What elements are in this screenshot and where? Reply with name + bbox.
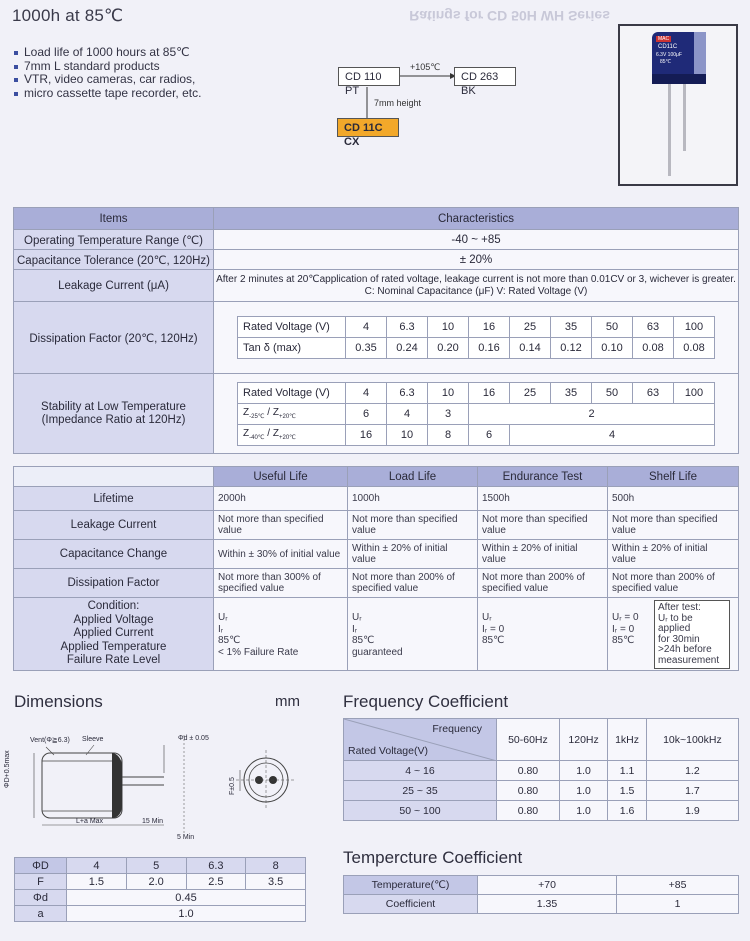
z25-label: $Z_{-25℃} / Z_{+20℃}$ [238,403,346,424]
tan-cell: 0.16 [469,338,510,359]
temperature-table [343,875,739,914]
rv-label: Rated Voltage (V) [238,382,346,403]
z40-cell: 6 [469,424,510,445]
voltage-cell: 25 [510,382,551,403]
stability-label-line1: Stability at Low Temperature [41,400,186,413]
flow-height-label: 7mm height [374,98,422,108]
shelf-note-box: After test: Uᵣ to be applied for 30min >24h before measurement [654,600,730,669]
label-leakage-current: Leakage Current [14,511,214,540]
header-shelf-life: Shelf Life [608,467,739,487]
tan-cell: 0.08 [674,338,715,359]
voltage-cell: 100 [674,382,715,403]
frequency-title: Frequency Coefficient [343,692,509,711]
header-endurance: Endurance Test [478,467,608,487]
z25-cell: 6 [346,403,387,424]
stability-label-line2: (Impedance Ratio at 120Hz) [41,413,186,426]
lifetime-cell: 2000h [214,487,348,511]
label-condition [14,598,214,671]
dissipation-inner-table [237,316,715,359]
dim-cell: 4 [67,858,127,874]
freq-cell: 1.9 [646,801,738,821]
temp-cell: +85 [617,876,739,895]
voltage-cell: 63 [633,382,674,403]
tan-cell: 0.24 [387,338,428,359]
label-dissipation: Dissipation Factor (20℃, 120Hz) [14,302,214,374]
freq-cell: 1.2 [646,761,738,781]
label-cap-tol: Capacitance Tolerance (20℃, 120Hz) [14,250,214,270]
stability-cell [214,374,739,454]
temp-row-label: Temperature(℃) [344,876,478,895]
dim-cell: 3.5 [246,874,306,890]
voltage-cell: 50 [592,382,633,403]
dissipation-cell: Not more than 200% of specified value [348,569,478,598]
dissipation-cell: Not more than 200% of specified value [608,569,739,598]
flow-source-box: CD 110 PT [338,67,400,86]
leakage-line1: After 2 minutes at 20℃application of rated voltage, leakage current is not more than 0.01CV or 3, wichever is greater. [216,273,736,285]
freq-col-header: 1kHz [608,719,647,761]
dim-cell: 2.5 [186,874,246,890]
z40-rest: 4 [510,424,715,445]
capchange-cell: Within ± 20% of initial value [608,540,739,569]
label-pitch: F±0.5 [229,777,236,795]
label-5min: 5 Min [177,834,195,841]
freq-cell: 1.0 [559,781,607,801]
dissipation-cell [214,302,739,374]
page-title: 1000h at 85℃ [12,6,124,25]
z25-cell: 3 [428,403,469,424]
voltage-cell: 4 [346,382,387,403]
tan-cell: 0.20 [428,338,469,359]
label-sleeve: Sleeve [82,736,104,743]
freq-col-header: 120Hz [559,719,607,761]
dim-cell: 6.3 [186,858,246,874]
characteristics-table [13,207,739,454]
dim-label-phid: Φd [15,890,67,906]
lifetime-cell: 1000h [348,487,478,511]
dim-label-F: F [15,874,67,890]
corner-rated-voltage: Rated Voltage(V) [348,745,428,757]
tan-cell: 0.14 [510,338,551,359]
freq-col-header: 10k~100kHz [646,719,738,761]
freq-row-label: 25 ~ 35 [344,781,497,801]
voltage-cell: 35 [551,317,592,338]
freq-cell: 1.0 [559,801,607,821]
value-leakage [214,270,739,302]
life-table [13,466,739,671]
voltage-cell: 6.3 [387,317,428,338]
label-op-temp: Operating Temperature Range (℃) [14,230,214,250]
condition-current: Applied Current [73,627,154,639]
product-photo [618,24,738,186]
voltage-cell: 50 [592,317,633,338]
freq-row-label: 4 ~ 16 [344,761,497,781]
dim-cell: 1.0 [67,906,306,922]
label-dissipation-factor: Dissipation Factor [14,569,214,598]
voltage-cell: 4 [346,317,387,338]
life-header-blank [14,467,214,487]
label-cap-change: Capacitance Change [14,540,214,569]
dim-cell: 8 [246,858,306,874]
condition-temperature: Applied Temperature [60,640,167,653]
dim-label-phiD: ΦD [15,858,67,874]
freq-cell: 0.80 [497,781,560,801]
tan-cell: 0.10 [592,338,633,359]
feature-list [14,46,195,87]
stability-inner-table [237,382,715,446]
dimensions-unit: mm [275,693,300,710]
freq-cell: 0.80 [497,801,560,821]
freq-col-header: 50-60Hz [497,719,560,761]
label-lead-length: 15 Min [142,818,164,825]
freq-cell: 1.7 [646,781,738,801]
feature-continuation: micro cassette tape recorder, etc. [24,86,202,100]
voltage-cell: 16 [469,382,510,403]
label-lead-dia: Φd ± 0.05 [178,735,209,742]
feature-item: VTR, video cameras, car radios, [14,73,195,87]
z40-cell: 8 [428,424,469,445]
cap-model: CD11C [658,44,678,50]
condition-voltage: Applied Voltage [73,613,154,626]
cap-temp: 85℃ [660,59,672,65]
label-stability [14,374,214,454]
leakage-cell: Not more than specified value [478,511,608,540]
leakage-line2: C: Nominal Capacitance (μF) V: Rated Voltage (V) [364,285,588,297]
flow-target-box: CD 263 BK [454,67,516,86]
tan-cell: 0.08 [633,338,674,359]
z40-cell: 10 [387,424,428,445]
tan-label: Tan δ (max) [238,338,346,359]
voltage-cell: 10 [428,317,469,338]
dim-cell: 2.0 [126,874,186,890]
freq-cell: 1.1 [608,761,647,781]
capchange-cell: Within ± 20% of initial value [478,540,608,569]
leakage-cell: Not more than specified value [348,511,478,540]
z25-cell: 4 [387,403,428,424]
condition-failure-rate: Failure Rate Level [66,654,161,666]
dimensions-table [14,857,306,922]
dim-cell: 5 [126,858,186,874]
freq-cell: 1.0 [559,761,607,781]
z40-cell: 16 [346,424,387,445]
flow-result-box: CD 11C CX [337,118,399,137]
condition-endurance: Uᵣ Iᵣ = 0 85℃ [478,598,608,671]
freq-cell: 0.80 [497,761,560,781]
z25-rest: 2 [469,403,715,424]
voltage-cell: 6.3 [387,382,428,403]
label-vent: Vent(Φ≧6.3) [30,737,70,744]
condition-shelf: Uᵣ = 0 Iᵣ = 0 85℃ After test: Uᵣ to be applied for 30min >24h before measurement [608,598,739,671]
header-useful-life: Useful Life [214,467,348,487]
rv-label: Rated Voltage (V) [238,317,346,338]
leakage-cell: Not more than specified value [214,511,348,540]
voltage-cell: 63 [633,317,674,338]
coef-row-label: Coefficient [344,895,478,914]
flow-temp-label: +105℃ [410,62,441,72]
voltage-cell: 100 [674,317,715,338]
freq-cell: 1.6 [608,801,647,821]
lifetime-cell: 500h [608,487,739,511]
feature-item: 7mm L standard products [14,60,195,74]
dimensions-title: Dimensions [14,692,103,711]
coef-cell: 1.35 [478,895,617,914]
label-body-dia: ΦD+0.5max [4,750,11,788]
lifetime-cell: 1500h [478,487,608,511]
freq-cell: 1.5 [608,781,647,801]
dim-cell: 1.5 [67,874,127,890]
dim-label-a: a [15,906,67,922]
label-leakage: Leakage Current (μA) [14,270,214,302]
voltage-cell: 10 [428,382,469,403]
dim-cell: 0.45 [67,890,306,906]
freq-row-label: 50 ~ 100 [344,801,497,821]
feature-item: Load life of 1000 hours at 85℃ [14,46,195,60]
dissipation-cell: Not more than 200% of specified value [478,569,608,598]
header-load-life: Load Life [348,467,478,487]
mirrored-heading: Ratings for CD 50H WH Series [409,8,610,24]
freq-corner [344,719,497,761]
z40-label: $Z_{-40℃} / Z_{+20℃}$ [238,424,346,445]
label-lifetime: Lifetime [14,487,214,511]
corner-frequency: Frequency [432,723,482,735]
temp-cell: +70 [478,876,617,895]
temperature-title: Tempercture Coefficient [343,848,523,867]
header-items: Items [14,208,214,230]
condition-load: Uᵣ Iᵣ 85℃ guaranteed [348,598,478,671]
value-cap-tol: ± 20% [214,250,739,270]
cap-rating: 6.3V 100μF [656,52,682,58]
coef-cell: 1 [617,895,739,914]
label-length: L+a Max [76,818,104,825]
voltage-cell: 25 [510,317,551,338]
voltage-cell: 16 [469,317,510,338]
capchange-cell: Within ± 30% of initial value [214,540,348,569]
tan-cell: 0.12 [551,338,592,359]
voltage-cell: 35 [551,382,592,403]
header-characteristics: Characteristics [214,208,739,230]
cap-brand: MAC [658,36,670,42]
capchange-cell: Within ± 20% of initial value [348,540,478,569]
value-op-temp: -40 ~ +85 [214,230,739,250]
tan-cell: 0.35 [346,338,387,359]
condition-heading: Condition: [87,600,140,612]
condition-useful: Uᵣ Iᵣ 85℃ < 1% Failure Rate [214,598,348,671]
frequency-table [343,718,739,821]
dissipation-cell: Not more than 300% of specified value [214,569,348,598]
leakage-cell: Not more than specified value [608,511,739,540]
